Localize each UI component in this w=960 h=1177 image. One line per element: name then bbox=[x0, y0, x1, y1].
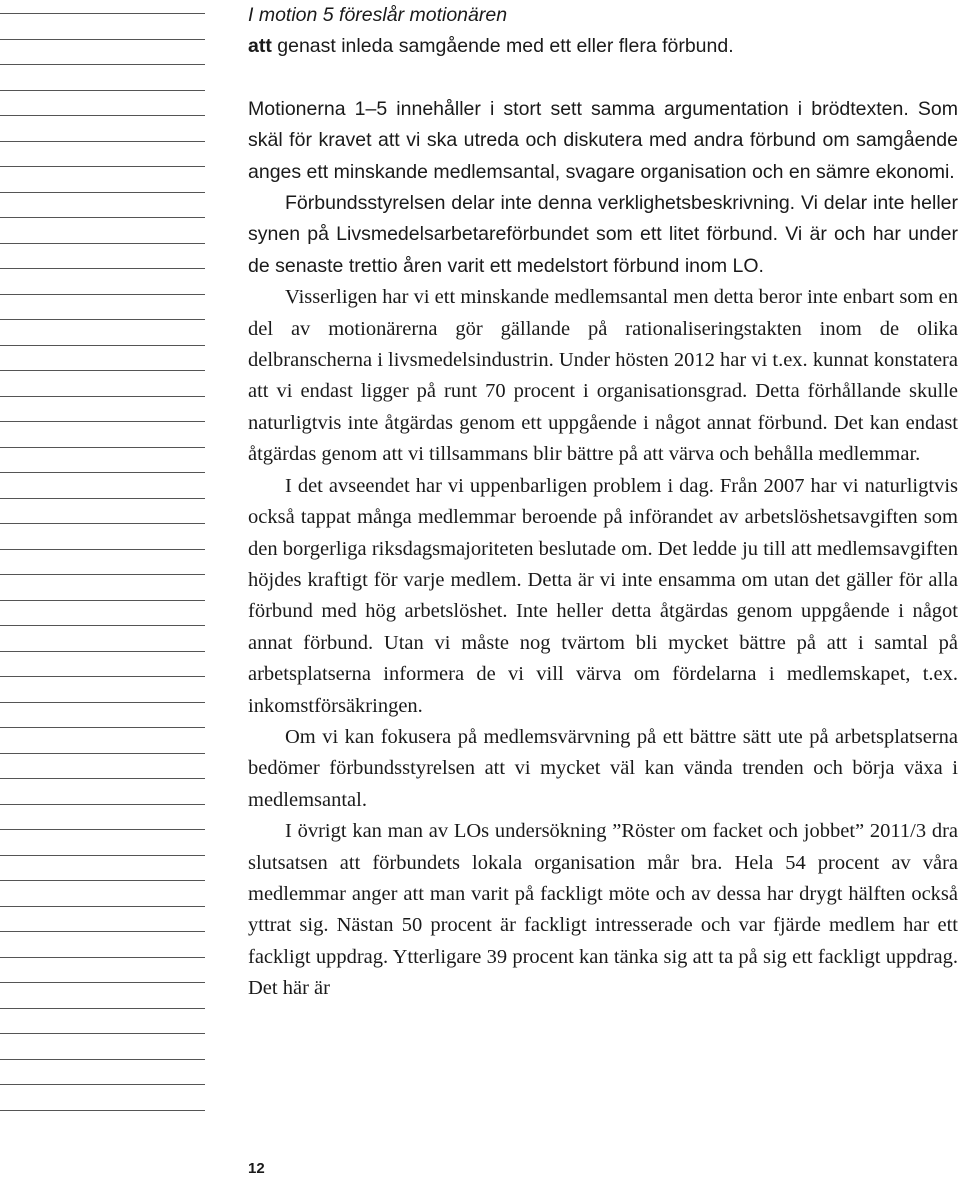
margin-line bbox=[0, 268, 205, 269]
margin-line bbox=[0, 13, 205, 14]
margin-line bbox=[0, 982, 205, 983]
margin-line bbox=[0, 1084, 205, 1085]
margin-line bbox=[0, 1059, 205, 1060]
proposal-text: genast inleda samgående med ett eller flera förbund. bbox=[271, 35, 734, 58]
document-body bbox=[248, 0, 958, 1005]
margin-line bbox=[0, 880, 205, 881]
margin-line bbox=[0, 472, 205, 473]
margin-line bbox=[0, 574, 205, 575]
motion-proposal bbox=[248, 31, 958, 62]
margin-line bbox=[0, 115, 205, 116]
margin-ruled-lines bbox=[0, 0, 210, 1177]
margin-line bbox=[0, 294, 205, 295]
att-keyword: att bbox=[248, 35, 272, 58]
margin-line bbox=[0, 931, 205, 932]
margin-line bbox=[0, 39, 205, 40]
margin-line bbox=[0, 523, 205, 524]
margin-line bbox=[0, 549, 205, 550]
margin-line bbox=[0, 166, 205, 167]
margin-line bbox=[0, 651, 205, 652]
motion-heading: I motion 5 föreslår motionären bbox=[248, 4, 508, 26]
paragraph-2: Förbundsstyrelsen delar inte denna verklighetsbeskrivning. Vi delar inte heller synen på Livsmedelsarbetareförbundet som ett litet förbund. Vi är och har under de senaste trettio åren varit ett medelstort förbund inom LO. bbox=[248, 192, 958, 277]
paragraph-1: Motionerna 1–5 innehåller i stort sett samma argumentation i brödtexten. Som skäl för kravet att vi ska utreda och diskutera med andra förbund om samgående anges ett minskande medlemsantal, svagare organisation och en sämre ekonomi. bbox=[248, 97, 958, 183]
margin-line bbox=[0, 753, 205, 754]
margin-line bbox=[0, 141, 205, 142]
margin-line bbox=[0, 421, 205, 422]
paragraph-5: Om vi kan fokusera på medlemsvärvning på ett bättre sätt ute på arbetsplatserna bedömer förbundsstyrelsen att vi mycket väl kan vända trenden och börja växa i medlemsantal. bbox=[248, 725, 958, 811]
margin-line bbox=[0, 90, 205, 91]
page-number: 12 bbox=[248, 1160, 265, 1177]
margin-line bbox=[0, 906, 205, 907]
paragraph-4: I det avseendet har vi uppenbarligen problem i dag. Från 2007 har vi naturligtvis också tappat många medlemmar beroende på införandet av arbetslöshetsavgiften som den borgerliga riksdagsmajoriteten beslutade om. Det ledde ju till att medlemsavgiften höjdes kraftigt för varje medlem. Detta är vi inte ensamma om utan det gäller för alla förbund med hög arbetslöshet. Inte heller detta åtgärdas genom uppgående i något annat förbund. Utan vi måste nog tvärtom bli mycket bättre på att i samtal på arbetsplatserna informera de vi vill värva om fördelarna i medlemskapet, t.ex. inkomstförsäkringen. bbox=[248, 474, 958, 717]
margin-line bbox=[0, 1033, 205, 1034]
margin-line bbox=[0, 727, 205, 728]
margin-line bbox=[0, 217, 205, 218]
margin-line bbox=[0, 676, 205, 677]
margin-line bbox=[0, 702, 205, 703]
margin-line bbox=[0, 855, 205, 856]
margin-line bbox=[0, 370, 205, 371]
margin-line bbox=[0, 1008, 205, 1009]
paragraph-6: I övrigt kan man av LOs undersökning ”Röster om facket och jobbet” 2011/3 dra slutsatsen att förbundets lokala organisation mår bra. Hela 54 procent av våra medlemmar anger att man varit på fackligt möte och av dessa har drygt hälften också yttrat sig. Nästan 50 procent är fackligt intresserade och var fjärde medlem har ett fackligt uppdrag. Ytterligare 39 procent kan tänka sig att ta på sig ett fackligt uppdrag. Det här är bbox=[248, 820, 958, 1000]
margin-line bbox=[0, 447, 205, 448]
margin-line bbox=[0, 957, 205, 958]
margin-line bbox=[0, 804, 205, 805]
margin-line bbox=[0, 829, 205, 830]
margin-line bbox=[0, 64, 205, 65]
margin-line bbox=[0, 600, 205, 601]
paragraph-3: Visserligen har vi ett minskande medlemsantal men detta beror inte enbart som en del av motionärerna gör gällande på rationaliseringstakten inom de olika delbranscherna i livsmedelsindustrin. Under hösten 2012 har vi t.ex. kunnat konstatera att vi endast ligger på runt 70 procent i organisationsgrad. Detta förhållande skulle naturligtvis inte åtgärdas genom ett uppgående i något annat förbund. Det kan endast åtgärdas genom att vi tillsammans blir bättre på att värva och behålla medlemmar. bbox=[248, 286, 958, 466]
margin-line bbox=[0, 625, 205, 626]
paragraph-gap bbox=[248, 63, 958, 94]
margin-line bbox=[0, 243, 205, 244]
margin-line bbox=[0, 778, 205, 779]
margin-line bbox=[0, 396, 205, 397]
margin-line bbox=[0, 498, 205, 499]
margin-line bbox=[0, 192, 205, 193]
margin-line bbox=[0, 345, 205, 346]
margin-line bbox=[0, 319, 205, 320]
margin-line bbox=[0, 1110, 205, 1111]
